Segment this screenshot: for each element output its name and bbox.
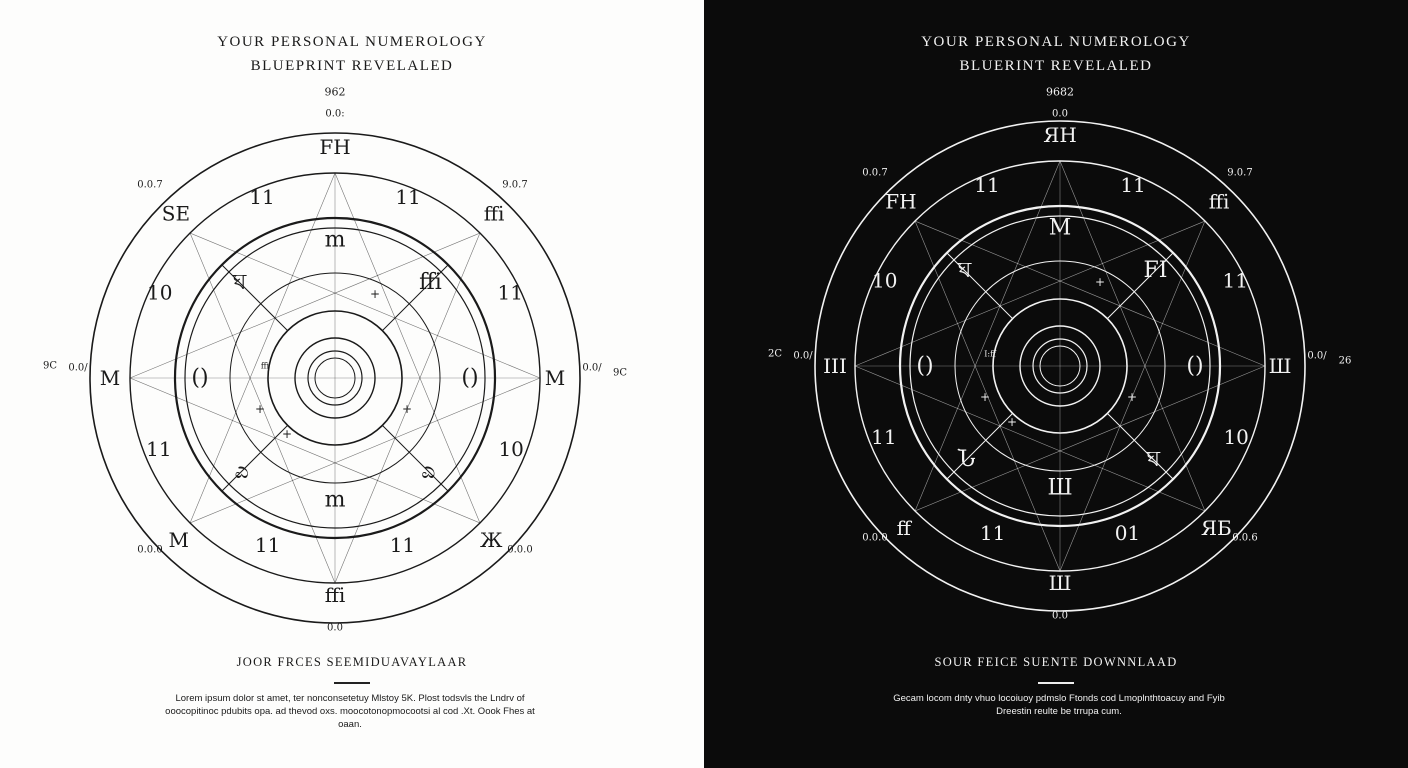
star-line [915, 221, 1265, 366]
star-line [190, 233, 540, 378]
star-line [855, 366, 1205, 511]
coordinate-label: 0.0 [327, 622, 343, 634]
inner-glyph-label: ಎ [421, 458, 436, 484]
star-line [915, 161, 1060, 511]
coordinate-label: 26 [1338, 355, 1352, 367]
inner-glyph-label: M [1048, 215, 1072, 241]
divider [334, 682, 370, 684]
coordinate-label: 2C [767, 348, 783, 360]
outer-number-label: 01 [1114, 520, 1141, 545]
coordinate-label: 0.0/ [68, 362, 88, 374]
outer-number-label: ЯH [1043, 123, 1077, 147]
outer-number-label: FH [319, 135, 351, 159]
star-line [1060, 161, 1205, 511]
plus-mark: + [369, 287, 381, 301]
outer-number-label: 11 [1222, 268, 1248, 293]
outer-number-label: 11 [871, 425, 897, 450]
plus-mark: + [979, 390, 991, 404]
outer-number-label: Ш [1268, 354, 1292, 378]
title-line-2: BLUEPRINT REVELALED [250, 58, 454, 74]
star-line [130, 233, 480, 378]
outer-number-label: 11 [1120, 173, 1146, 198]
outer-number-label: Ш [1048, 571, 1072, 595]
outer-number-label: ffi [1208, 189, 1230, 214]
title-line-1: YOUR PERSONAL NUMEROLOGY [217, 34, 487, 50]
star-line [130, 378, 480, 523]
outer-number-label: FH [885, 189, 917, 214]
plus-mark: + [401, 402, 413, 416]
outer-number-label: 11 [254, 532, 281, 557]
inner-glyph-label: ঘ [1146, 446, 1161, 472]
star-line [855, 221, 1205, 366]
outer-number-label: 11 [395, 185, 421, 210]
divider [1038, 682, 1074, 684]
outer-number-label: 11 [146, 437, 172, 462]
coordinate-label: 0.0.6 [1232, 532, 1258, 544]
outer-number-label: 10 [147, 280, 173, 305]
coordinate-label: 0.0.7 [137, 179, 163, 191]
top-number: 962 [324, 85, 346, 99]
plus-mark: + [254, 402, 266, 416]
inner-glyph-label: ঘ [957, 258, 972, 284]
spoke-line [947, 253, 1013, 319]
coordinate-label: 0.0: [325, 108, 345, 120]
outer-number-label: 11 [249, 185, 275, 210]
outer-number-label: ffi [483, 201, 505, 226]
subheading: JOOR FRCES SEEMIDUAVAYLAAR [236, 655, 468, 669]
body-text: Lorem ipsum dolor st amet, ter nonconsetetuy Mlstoy 5K. Plost todsvls the Lndrv of ooocopitinoc pdubits opa. ad thevod oxs. moocotonopmocootsi al cod .Xt. Oook Fhes at oaan. [165, 693, 535, 730]
coordinate-label: 0.0 [1052, 610, 1068, 622]
outer-number-label: ff [896, 515, 911, 540]
coordinate-label: 0.0.7 [862, 167, 888, 179]
coordinate-label: 0.0/ [793, 350, 813, 362]
outer-number-label: III [823, 354, 847, 378]
inner-glyph-label: ಎ [234, 458, 249, 484]
outer-number-label: 11 [389, 532, 416, 557]
outer-number-label: 11 [979, 520, 1006, 545]
outer-number-label: ffi [324, 583, 346, 607]
inner-glyph-label: Ն [957, 446, 976, 472]
plus-mark: + [281, 427, 293, 441]
inner-glyph-label: () [916, 353, 934, 379]
outer-number-label: 11 [497, 280, 523, 305]
coordinate-label: 9C [612, 367, 628, 379]
subheading: SOUR FEICE SUENTE DOWNNLAAD [934, 655, 1178, 669]
inner-glyph-label: m [324, 227, 346, 253]
outer-number-label: M [99, 366, 121, 390]
dark-panel [704, 0, 1408, 768]
coordinate-label: 9.0.7 [1227, 167, 1253, 179]
coordinate-label: 0.0.0 [507, 544, 533, 556]
outer-number-label: 10 [872, 268, 898, 293]
outer-number-label: Ж [480, 527, 503, 552]
coordinate-label: 0.0.0 [862, 532, 888, 544]
center-mark: ffi [260, 361, 270, 371]
title-line-2: BLUERINT REVELALED [959, 58, 1153, 74]
coordinate-label: 0.0.0 [137, 544, 163, 556]
spoke-line [222, 265, 288, 331]
coordinate-label: 0.0/ [1307, 350, 1327, 362]
inner-glyph-label: ffi [419, 270, 442, 296]
spoke-line [947, 413, 1013, 479]
outer-number-label: M [168, 527, 189, 552]
spoke-line [222, 425, 288, 491]
inner-glyph-label: () [461, 365, 479, 391]
star-line [190, 173, 335, 523]
body-text: Gecam locom dnty vhuo locoiuoy pdmslo Ftonds cod Lmoplnthtoacuy and Fyib Dreestin reulte be trrupa cum. [893, 693, 1225, 717]
outer-number-label: 11 [974, 173, 1000, 198]
coordinate-label: 9.0.7 [502, 179, 528, 191]
coordinate-label: 0.0/ [582, 362, 602, 374]
coordinate-label: 9C [42, 360, 58, 372]
inner-glyph-label: () [191, 365, 209, 391]
title-line-1: YOUR PERSONAL NUMEROLOGY [921, 34, 1191, 50]
star-line [335, 173, 480, 523]
inner-glyph-label: Ш [1047, 475, 1073, 501]
spoke-line [1107, 413, 1173, 479]
outer-number-label: SE [161, 201, 191, 226]
outer-number-label: 10 [1223, 425, 1249, 450]
star-line [915, 366, 1265, 511]
star-line [190, 378, 540, 523]
coordinate-label: 0.0 [1052, 108, 1068, 120]
plus-mark: + [1094, 275, 1106, 289]
outer-number-label: 10 [498, 437, 524, 462]
center-mark: I:ff [984, 349, 996, 359]
inner-glyph-label: m [324, 487, 346, 513]
spoke-line [382, 425, 448, 491]
plus-mark: + [1126, 390, 1138, 404]
inner-glyph-label: () [1186, 353, 1204, 379]
inner-glyph-label: ঘ [232, 270, 247, 296]
numerology-wheel [704, 0, 1408, 768]
plus-mark: + [1006, 415, 1018, 429]
outer-number-label: M [544, 366, 566, 390]
inner-glyph-label: FI [1143, 258, 1168, 284]
outer-number-label: ЯБ [1200, 515, 1232, 540]
top-number: 9682 [1046, 85, 1074, 99]
